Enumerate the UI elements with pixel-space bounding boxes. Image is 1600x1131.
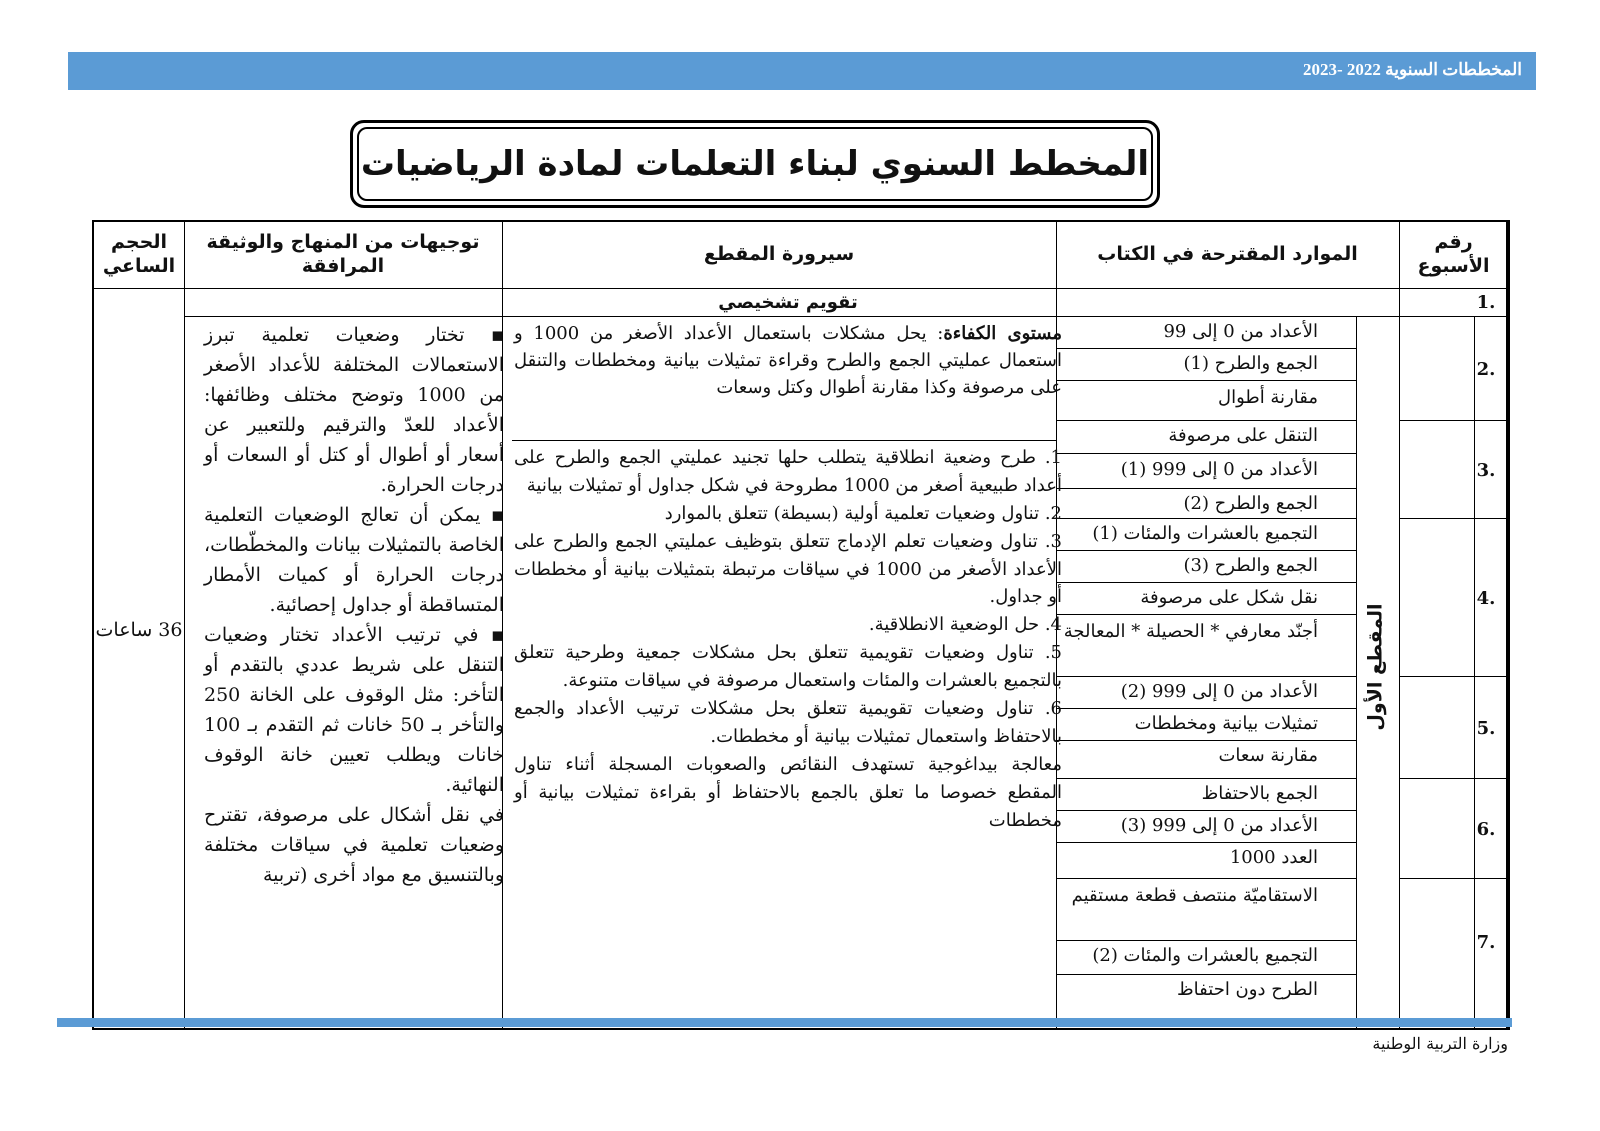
process-steps [514, 444, 1062, 834]
process-step: 2. تناول وضعيات تعلمية أولية (بسيطة) تتعلق بالموارد [664, 502, 1062, 524]
diagnostic-row: تقويم تشخيصي [718, 291, 858, 313]
divider [1056, 810, 1356, 811]
divider [1056, 582, 1356, 583]
divider [1056, 518, 1356, 519]
divider [1056, 778, 1356, 779]
footer-bar [57, 1018, 1512, 1027]
week-number: 4. [1476, 588, 1496, 609]
resource-item: مقارنة سعات [1218, 745, 1318, 766]
divider [1399, 222, 1400, 1028]
title-box [350, 120, 1160, 208]
divider [1056, 488, 1356, 489]
resource-item: الاستقاميّة منتصف قطعة مستقيم [1071, 885, 1318, 906]
header-text: المخططات السنوية 2022 -2023 [1302, 60, 1522, 79]
week-number: 6. [1476, 819, 1496, 840]
header-volume: الحجم الساعي [102, 231, 176, 277]
divider [1056, 380, 1356, 381]
week-number: 7. [1476, 932, 1496, 953]
guidance-item: ▪ في ترتيب الأعداد تختار وضعيات التنقل على شريط عددي بالتقدم أو التأخر: مثل الوقوف على الخانة 250 والتأخر بـ 50 خانات ثم التقدم بـ 100 خانات ويطلب تعيين خانة الوقوف النهائية. [204, 624, 504, 797]
process-step: 6. تناول وضعيات تقويمية تتعلق بحل مشكلات ترتيب الأعداد والجمع بالاحتفاظ واستعمال تمثيلات بيانية أو مخططات. [514, 698, 1062, 747]
divider [1056, 740, 1356, 741]
divider [1399, 518, 1506, 519]
resource-item: الأعداد من 0 إلى 999 (1) [1120, 459, 1318, 480]
week-number: 3. [1476, 460, 1496, 481]
competence-text: : يحل مشكلات باستعمال الأعداد الأصغر من 1000 و استعمال عمليتي الجمع والطرح وقراءة تمثيلات بيانية ومخططات والتنقل على مرصوفة وكذا مقارنة أطوال وكتل وسعات [514, 323, 1062, 398]
header-resources: الموارد المقترحة في الكتاب [1097, 243, 1358, 266]
guidance-item: في نقل أشكال على مرصوفة، تقترح وضعيات تعلمية في سياقات مختلفة وبالتنسيق مع مواد أخرى (تربية [204, 804, 504, 887]
week-number: 2. [1476, 359, 1496, 380]
divider [1399, 878, 1506, 879]
resource-item: الأعداد من 0 إلى 999 (2) [1120, 681, 1318, 702]
resource-item: الجمع والطرح (3) [1183, 555, 1318, 576]
week-number: 5. [1476, 718, 1496, 739]
guidance-item: ▪ تختار وضعيات تعلمية تبرز الاستعمالات المختلفة للأعداد الأصغر من 1000 وتوضح مختلف وظائفها: الأعداد للعدّ والترقيم وللتعبير عن أسعار أو أطوال أو كتل أو السعات أو درجات الحرارة. [204, 324, 504, 497]
competence-level [514, 320, 1062, 401]
resource-item: نقل شكل على مرصوفة [1140, 587, 1318, 608]
divider [1056, 453, 1356, 454]
divider [1474, 316, 1475, 1028]
segment-text: المقطع الأول [1365, 603, 1387, 731]
segment-label [1356, 602, 1396, 732]
resource-item: العدد 1000 [1229, 847, 1318, 868]
resource-item: الجمع والطرح (2) [1183, 493, 1318, 514]
header-bar [68, 52, 1536, 90]
competence-label: مستوى الكفاءة [943, 323, 1062, 344]
divider [1056, 974, 1356, 975]
divider [1056, 676, 1356, 677]
divider [1056, 348, 1356, 349]
resource-item: الجمع بالاحتفاظ [1201, 783, 1318, 804]
header-guidance: توجيهات من المنهاج والوثيقة المرافقة [206, 231, 480, 277]
divider [1399, 420, 1506, 421]
guidance-item: ▪ يمكن أن تعالج الوضعيات التعلمية الخاصة بالتمثيلات بيانات والمخطّطات، درجات الحرارة أو كميات الأمطار المتساقطة أو جداول إحصائية. [204, 504, 504, 617]
guidance-list [204, 320, 504, 890]
resource-item: التجميع بالعشرات والمئات (1) [1092, 523, 1318, 544]
divider [1056, 708, 1356, 709]
divider [1056, 940, 1356, 941]
resource-item: الأعداد من 0 إلى 999 (3) [1120, 815, 1318, 836]
divider [512, 440, 1056, 441]
header-process: سيرورة المقطع [703, 243, 855, 266]
divider [184, 222, 185, 1028]
process-step: 1. طرح وضعية انطلاقية يتطلب حلها تجنيد عمليتي الجمع والطرح على أعداد طبيعية أصغر من 1000 مطروحة في شكل جداول أو تمثيلات بيانية [514, 447, 1062, 496]
page-title: المخطط السنوي لبناء التعلمات لمادة الرياضيات [360, 144, 1150, 184]
divider [1056, 878, 1356, 879]
header-week: رقم الأسبوع [1417, 231, 1490, 277]
resource-item: الجمع والطرح (1) [1183, 353, 1318, 374]
divider [184, 316, 1506, 317]
resource-item: التجميع بالعشرات والمئات (2) [1092, 945, 1318, 966]
divider [1056, 550, 1356, 551]
resource-item: أجنّد معارفي * الحصيلة * المعالجة [1063, 621, 1318, 642]
resource-item: مقارنة أطوال [1217, 387, 1318, 408]
process-step: 5. تناول وضعيات تقويمية تتعلق بحل مشكلات جمعية وطرحية تتعلق بالتجميع بالعشرات والمئات واستعمال مرصوفة في سياقات متنوعة. [514, 642, 1062, 692]
divider [1056, 614, 1356, 615]
divider [1056, 420, 1356, 421]
process-step: معالجة بيداغوجية تستهدف النقائص والصعوبات المسجلة أثناء تناول المقطع خصوصا ما تعلق بالجمع بالاحتفاظ أو بقراءة تمثيلات بيانية أو مخططات [514, 753, 1062, 831]
process-step: 3. تناول وضعيات تعلم الإدماج تتعلق بتوظيف عمليتي الجمع والطرح على الأعداد الأصغر من 1000 في سياقات مرتبطة بتمثيلات بيانية أو مخططات أو جداول. [514, 530, 1062, 608]
footer-text: وزارة التربية الوطنية [1372, 1034, 1508, 1053]
divider [1399, 676, 1506, 677]
resource-item: الطرح دون احتفاظ [1177, 979, 1318, 1000]
resource-item: الأعداد من 0 إلى 99 [1163, 321, 1318, 342]
divider [1399, 778, 1506, 779]
hour-volume: 36 ساعات [95, 619, 183, 641]
process-step: 4. حل الوضعية الانطلاقية. [868, 614, 1062, 636]
week-number: 1. [1476, 292, 1496, 313]
divider [1056, 842, 1356, 843]
resource-item: تمثيلات بيانية ومخططات [1134, 713, 1318, 734]
resource-item: التنقل على مرصوفة [1168, 425, 1318, 446]
plan-table [92, 220, 1510, 1030]
